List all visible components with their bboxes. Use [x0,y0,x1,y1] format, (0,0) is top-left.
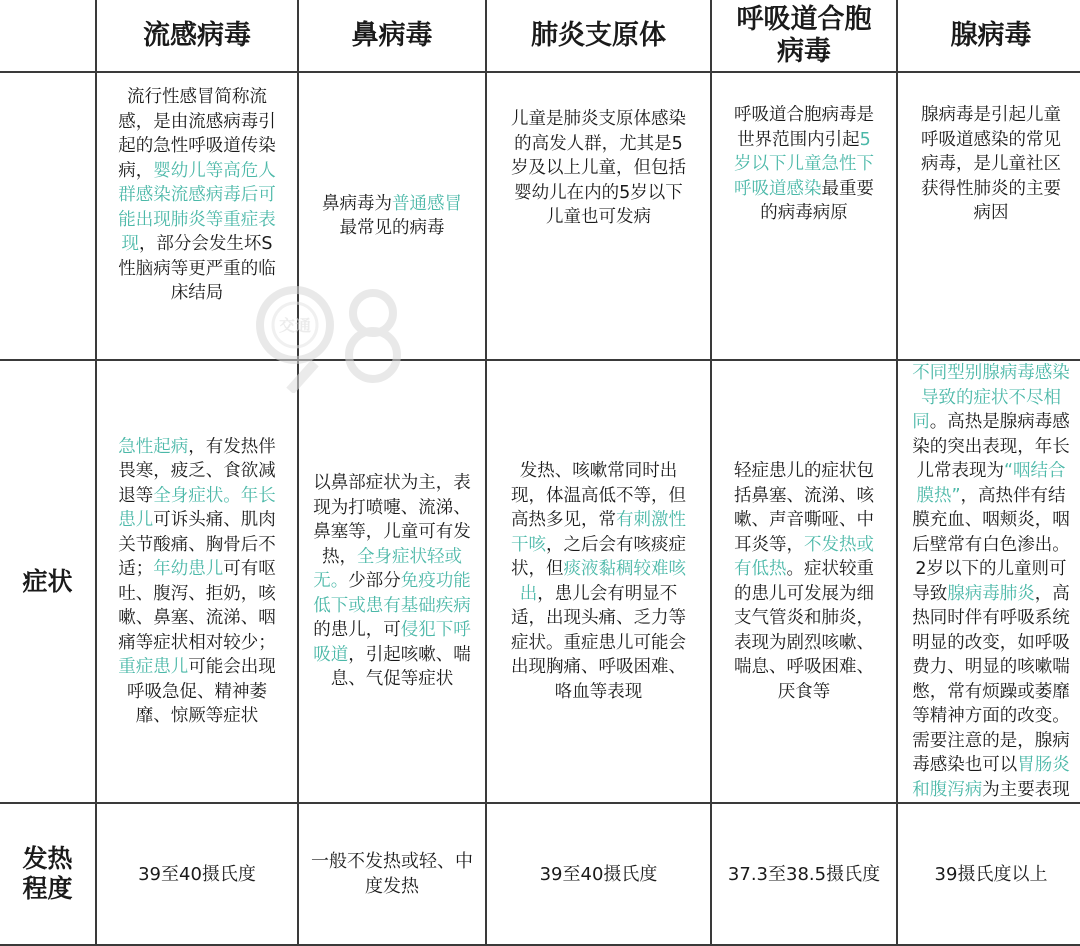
fever-cell: 37.3至38.5摄氏度 [711,803,897,945]
highlighted-text: 腺病毒肺炎 [947,583,1035,604]
text-segment: 可诉头痛、肌肉关节酸痛、胸骨后不适； [118,510,276,579]
cell-text [712,103,896,226]
text-segment: 儿童是肺炎支原体感染的高发人群，尤其是5岁及以上儿童，但包括婴幼儿在内的5岁以下儿童也可发病 [511,109,686,227]
header-row [0,0,1080,72]
symptoms-cell [897,360,1080,803]
row-header-intro [0,72,96,360]
text-segment: 轻症患儿的症状包括鼻塞、流涕、咳嗽、声音嘶哑、中耳炎等， [734,461,874,555]
fever-cell-text: 一般不发热或轻、中度发热 [311,851,473,897]
cell-text [299,471,485,692]
fever-cell: 39摄氏度以上 [897,803,1080,945]
column-header-rsv [711,0,897,72]
highlighted-text: 重症患儿 [118,657,189,677]
text-segment: 发热、咳嗽常同时出现，体温高低不等，但高热多见，常 [511,461,686,530]
symptoms-cell [298,360,486,803]
text-segment: ，部分会发生坏S性脑病等更严重的临床结局 [118,234,276,303]
row-header-fever-label: 发热程度 [22,844,73,903]
text-segment: 腺病毒是引起儿童呼吸道感染的常见病毒，是儿童社区获得性肺炎的主要病因 [921,105,1061,223]
text-segment: 为主要表现 [982,779,1070,800]
intro-cell [486,72,711,360]
highlighted-text: 不同型别腺病毒感染导致的症状不尽相同 [912,363,1070,432]
cell-text [97,435,297,729]
text-segment: 鼻病毒为 [322,193,392,214]
column-header-influenza: 流感病毒 [96,0,298,72]
text-segment: 以鼻部症状为主，表现为打喷嚏、流涕、鼻塞等，儿童可有发热， [313,473,471,567]
highlighted-text: 5岁以下儿童急性下呼吸道感染 [734,129,874,199]
text-segment: 。高热是腺病毒感染的突出表现，年长儿常表现为 [912,412,1070,481]
text-segment: 流行性感冒简称流感，是由流感病毒引起的急性呼吸道传染病， [118,87,276,181]
intro-cell [298,72,486,360]
column-header-adenovirus: 腺病毒 [897,0,1080,72]
cell-text [898,103,1080,226]
corner-cell [0,0,96,72]
symptoms-cell [96,360,298,803]
highlighted-text: 全身症状。 [153,485,241,506]
row-header-fever [0,803,96,945]
cell-text [299,192,485,241]
text-segment: 最常见的病毒 [339,218,445,238]
highlighted-text: 免疫功能低下或患有基础疾病 [313,571,471,616]
highlighted-text: 年长患儿 [118,485,276,530]
text-segment: ，之后会有咳痰症状，但 [511,534,686,579]
cell-text [898,361,1080,802]
cell-text [487,459,710,704]
fever-cell: 39至40摄氏度 [96,803,298,945]
highlighted-text: 痰液黏稠较难咳出 [519,559,686,604]
highlighted-text: 侵犯下呼吸道 [313,620,471,665]
watermark-badge-text: 交通 [278,316,312,335]
fever-row [0,803,1080,945]
intro-row [0,72,1080,360]
intro-cell [711,72,897,360]
highlighted-text: 婴幼儿等高危人群感染流感病毒后可能出现肺炎等重症表现 [118,160,276,254]
text-segment: 。症状较重的患儿可发展为细支气管炎和肺炎，表现为剧烈咳嗽、喘息、呼吸困难、厌食等 [734,559,874,702]
text-segment: ，患儿会有明显不适，出现头痛、乏力等症状。重症患儿可能会出现胸痛、呼吸困难、咯血等表现 [511,583,686,702]
cell-text [712,459,896,704]
text-segment: ，高热伴有结膜充血、咽颊炎，咽后壁常有白色渗出。2岁以下的儿童则可导致 [912,485,1070,604]
fever-cell [298,803,486,945]
highlighted-text: “咽结合膜热” [916,461,1066,506]
text-segment: 最重要的病毒病原 [760,178,874,223]
text-segment: ，高热同时伴有呼吸系统明显的改变，如呼吸费力、明显的咳嗽喘憋，常有烦躁或萎靡等精神方面的改变。需要注意的是，腺病毒感染也可以 [912,583,1070,775]
symptoms-row [0,360,1080,803]
text-segment: 少部分 [348,571,401,592]
row-header-symptoms: 症状 [0,360,96,803]
highlighted-text: 胃肠炎和腹泻病 [912,755,1070,800]
symptoms-cell [486,360,711,803]
column-header-rsv-label: 呼吸道合胞病毒 [736,3,872,67]
text-segment: 可能会出现呼吸急促、精神萎靡、惊厥等症状 [127,657,276,726]
text-segment: 的患儿，可 [313,620,401,641]
highlighted-text: 不发热或有低热 [734,534,874,579]
column-header-mycoplasma: 肺炎支原体 [486,0,711,72]
intro-cell [897,72,1080,360]
cell-text [487,107,710,230]
highlighted-text: 年幼患儿 [153,559,224,579]
text-segment: ，引起咳嗽、喘息、气促等症状 [330,644,471,690]
highlighted-text: 急性起病 [118,436,189,457]
fever-cell: 39至40摄氏度 [486,803,711,945]
text-segment: 可有呕吐、腹泻、拒奶，咳嗽、鼻塞、流涕、咽痛等症状相对较少； [118,559,276,653]
cell-text [97,85,297,306]
column-header-rhinovirus: 鼻病毒 [298,0,486,72]
symptoms-cell [711,360,897,803]
highlighted-text: 有刺激性干咳 [511,510,686,555]
highlighted-text: 普通感冒 [392,193,462,214]
text-segment: ，有发热伴畏寒，疲乏、食欲减退等 [118,436,276,506]
highlighted-text: 全身症状轻或无。 [313,546,462,592]
intro-cell [96,72,298,360]
text-segment: 呼吸道合胞病毒是世界范围内引起 [734,105,874,150]
